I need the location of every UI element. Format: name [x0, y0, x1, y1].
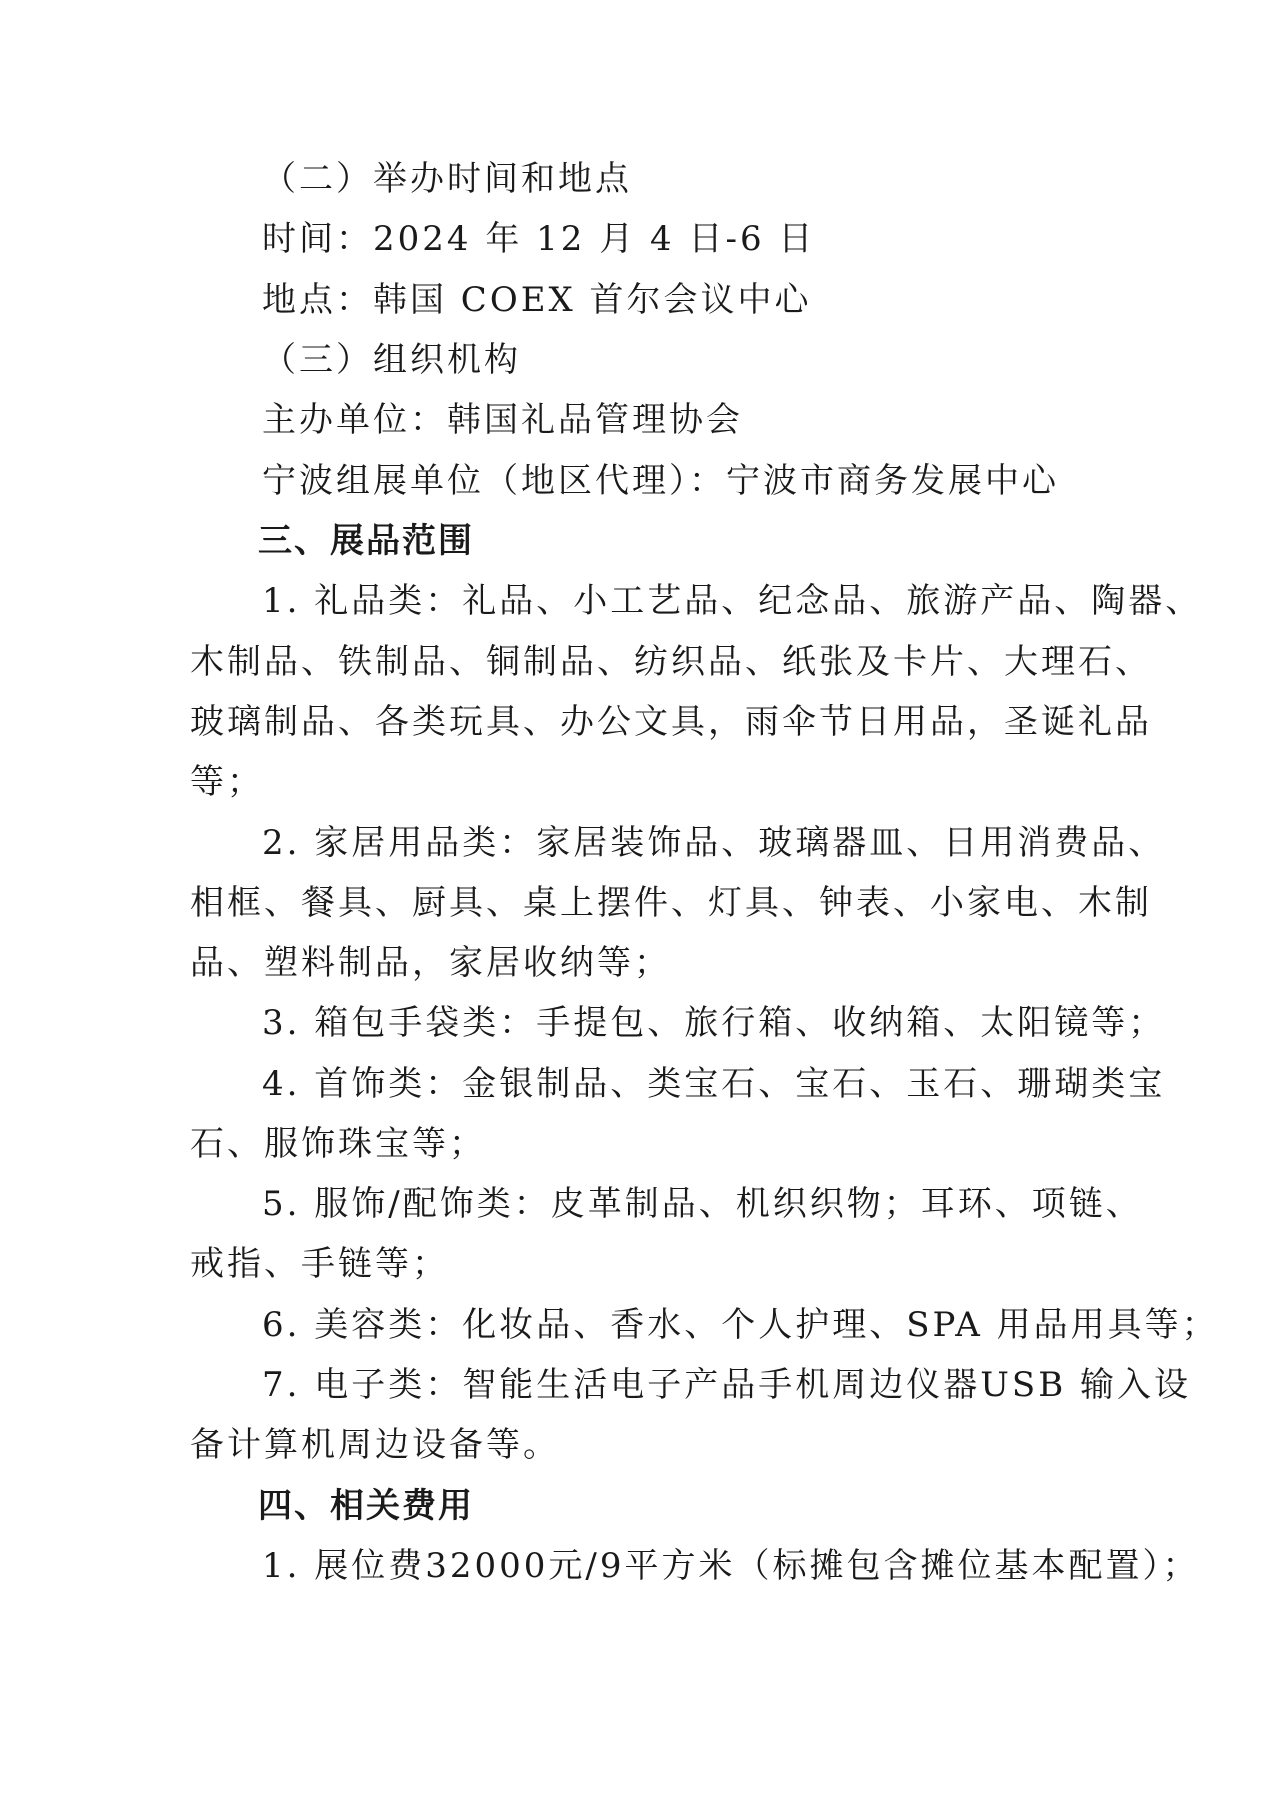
item7-line1: 7. 电子类：智能生活电子产品手机周边仪器USB 输入设: [262, 1365, 1191, 1405]
section4-heading: 四、相关费用: [258, 1486, 474, 1526]
item3-line1: 3. 箱包手袋类：手提包、旅行箱、收纳箱、太阳镜等；: [262, 1003, 1166, 1043]
ningbo-line: 宁波组展单位（地区代理）：宁波市商务发展中心: [262, 461, 1059, 501]
time-line: 时间：2024 年 12 月 4 日-6 日: [262, 219, 816, 259]
item7-line2: 备计算机周边设备等。: [190, 1425, 560, 1465]
place-line: 地点：韩国 COEX 首尔会议中心: [262, 280, 812, 320]
item2-line2: 相框、餐具、厨具、桌上摆件、灯具、钟表、小家电、木制: [190, 883, 1152, 923]
fee-line1: 1. 展位费32000元/9平方米（标摊包含摊位基本配置）；: [262, 1546, 1200, 1586]
item1-line1: 1. 礼品类：礼品、小工艺品、纪念品、旅游产品、陶器、: [262, 581, 1203, 621]
item1-line2: 木制品、铁制品、铜制品、纺织品、纸张及卡片、大理石、: [190, 642, 1152, 682]
item1-line4: 等；: [190, 762, 264, 802]
item5-line1: 5. 服饰/配饰类：皮革制品、机织织物；耳环、项链、: [262, 1184, 1143, 1224]
venue-heading: （二）举办时间和地点: [262, 159, 632, 199]
item6-line1: 6. 美容类：化妆品、香水、个人护理、SPA 用品用具等；: [262, 1305, 1219, 1345]
item5-line2: 戒指、手链等；: [190, 1244, 449, 1284]
item4-line2: 石、服饰珠宝等；: [190, 1124, 486, 1164]
section3-heading: 三、展品范围: [258, 521, 474, 561]
item1-line3: 玻璃制品、各类玩具、办公文具，雨伞节日用品，圣诞礼品: [190, 702, 1152, 742]
host-line: 主办单位：韩国礼品管理协会: [262, 400, 743, 440]
item4-line1: 4. 首饰类：金银制品、类宝石、宝石、玉石、珊瑚类宝: [262, 1064, 1166, 1104]
item2-line3: 品、塑料制品，家居收纳等；: [190, 943, 671, 983]
item2-line1: 2. 家居用品类：家居装饰品、玻璃器皿、日用消费品、: [262, 823, 1166, 863]
org-heading: （三）组织机构: [262, 340, 521, 380]
